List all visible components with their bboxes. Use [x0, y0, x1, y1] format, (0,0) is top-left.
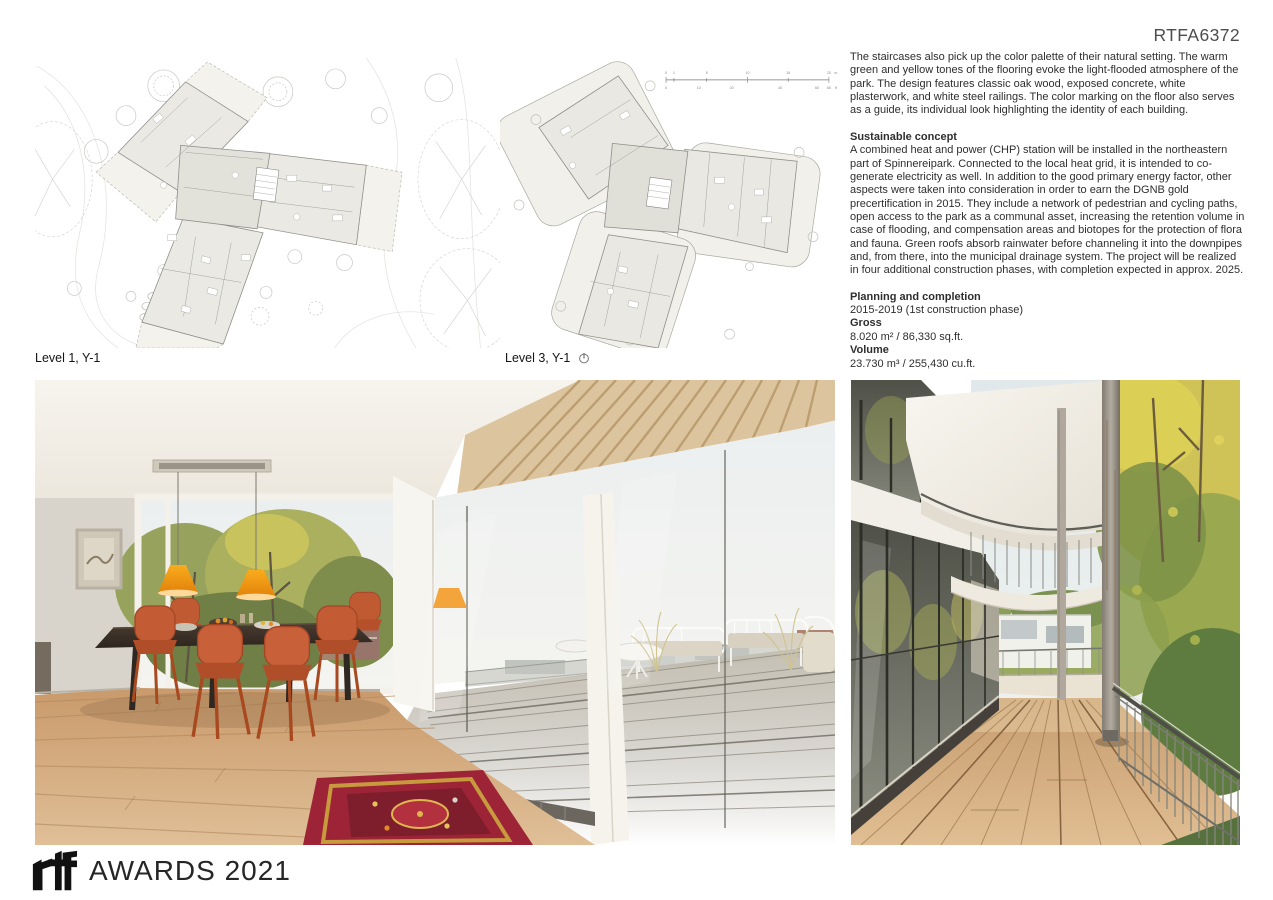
- doorway-edge: [35, 642, 51, 694]
- svg-text:20: 20: [729, 85, 734, 90]
- footer: [30, 850, 291, 892]
- stair-core: [646, 177, 672, 209]
- awards-title: AWARDS 2021: [89, 855, 291, 886]
- fact-value: 8.020 m² / 86,330 sq.ft.: [850, 330, 964, 343]
- svg-text:1: 1: [672, 70, 675, 75]
- photo-interior-dining-room: [35, 380, 835, 845]
- interior-photo-illustration: [35, 380, 835, 845]
- project-description: [850, 51, 1247, 371]
- svg-text:65: 65: [826, 85, 831, 90]
- balcony-photo-illustration: [851, 380, 1240, 845]
- plan-caption-level1: [35, 351, 100, 365]
- fact-value: 23.730 m³ / 255,430 cu.ft.: [850, 357, 976, 370]
- svg-text:m: m: [834, 70, 838, 75]
- project-facts: [850, 291, 1247, 371]
- svg-text:0: 0: [665, 85, 668, 90]
- floor-plan-level3: [500, 58, 840, 348]
- wall-artwork: [77, 530, 121, 588]
- svg-text:20: 20: [826, 70, 831, 75]
- far-column: [1057, 408, 1066, 700]
- intro-paragraph: The staircases also pick up the color palette of their natural setting. The warm green and yellow tones of the flooring evoke the light-flooded atmosphere of the park. The design features classic oak wood, exposed concrete, white plasterwork, and white steel railings. The color marking on the floor also serves as a guide, its individual look highlighting the identity of each building.: [850, 51, 1239, 117]
- fact-label: Gross: [850, 317, 882, 330]
- table-shadow: [80, 692, 390, 728]
- svg-text:0: 0: [665, 70, 668, 75]
- fact-value: 2015-2019 (1st construction phase): [850, 304, 1024, 317]
- stair-core: [253, 167, 279, 202]
- floor-plan-level1: [35, 58, 500, 348]
- floor-plan-level1-drawing: [35, 58, 500, 348]
- photo-balcony-walkway: [851, 380, 1240, 845]
- plan-label: Level 3, Y-1: [505, 351, 571, 365]
- floor-plan-level3-drawing: [500, 58, 840, 348]
- reference-id: RTFA6372: [1153, 25, 1240, 45]
- fact-label: Planning and completion: [850, 290, 981, 303]
- plan-caption-level3: [505, 351, 590, 365]
- svg-text:40: 40: [778, 85, 783, 90]
- svg-text:10: 10: [696, 85, 701, 90]
- sustainable-heading: Sustainable concept: [850, 130, 957, 143]
- svg-text:60: 60: [815, 85, 819, 90]
- scale-bar: [665, 71, 837, 90]
- north-arrow-icon: [578, 352, 590, 364]
- rtf-logo: [30, 850, 78, 892]
- sustainable-paragraph: A combined heat and power (CHP) station will be installed in the northeastern part of Spinnereipark. Connected to the local heat grid, it is intended to co-generate electricity as well. In addition to the good primary energy factor, other aspects were taken into consideration in order to earn the DGNB gold precertification in 2015. They include a network of pedestrian and cycling paths, open access to the park as a communal asset, increasing the retention volume in case of flooding, and compensation areas and biotopes for the protection of flora and fauna. Green roofs absorb rainwater before channeling it into the downpipes and, from there, into the municipal drainage system. The project will be realized in four additional construction phases, with completion expected in approx. 2025.: [850, 144, 1245, 277]
- svg-text:15: 15: [786, 70, 791, 75]
- svg-text:5: 5: [705, 70, 708, 75]
- fact-label: Volume: [850, 344, 889, 357]
- svg-text:10: 10: [745, 70, 750, 75]
- svg-text:ft: ft: [834, 85, 837, 90]
- plan-label: Level 1, Y-1: [35, 351, 101, 365]
